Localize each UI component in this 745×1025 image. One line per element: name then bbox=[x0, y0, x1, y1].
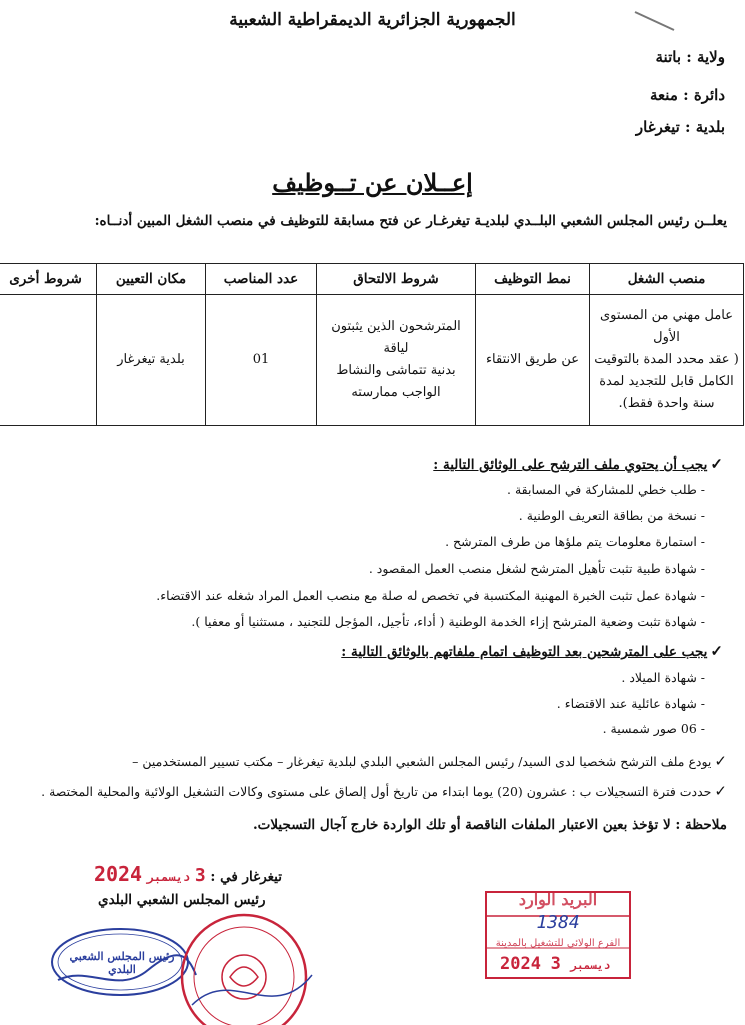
col-header-place: مكان التعيين bbox=[97, 264, 206, 295]
signature-date-year: 2024 bbox=[93, 862, 143, 886]
cell-place: بلدية تيغرغار bbox=[97, 295, 206, 426]
list-item: - شهادة عائلية عند الاقتضاء . bbox=[556, 696, 705, 711]
daira-label: دائرة : منعة bbox=[650, 86, 725, 104]
checkmark-icon: ✓ bbox=[714, 752, 727, 770]
received-date-year: 2024 bbox=[500, 954, 541, 974]
list-item: - شهادة طبية تثبت تأهيل المترشح لشغل منصب العمل المقصود . bbox=[368, 561, 705, 576]
checkmark-icon: ✓ bbox=[710, 455, 723, 473]
list-item: - استمارة معلومات يتم ملؤها من طرف المترشح . bbox=[445, 534, 705, 549]
table-row bbox=[0, 295, 744, 426]
col-header-count: عدد المناصب bbox=[206, 264, 317, 295]
received-date-day: 3 bbox=[550, 954, 561, 974]
post-line: الأول bbox=[653, 330, 680, 345]
section2-heading bbox=[341, 642, 723, 660]
note-text: ملاحظة : لا تؤخذ بعين الاعتبار الملفات الناقصة أو تلك الواردة خارج آجال التسجيلات. bbox=[252, 817, 727, 833]
signature-date-day: 3 bbox=[194, 865, 206, 886]
col-header-post: منصب الشغل bbox=[590, 264, 744, 295]
checkmark-icon: ✓ bbox=[714, 782, 727, 800]
received-stamp-agency: الفرع الولائي للتشغيل بالمدينة bbox=[495, 938, 621, 949]
deposit-text: يودع ملف الترشح شخصيا لدى السيد/ رئيس المجلس الشعبي البلدي لبلدية تيغرغار – مكتب تسيير المستخدمين – bbox=[132, 754, 712, 769]
condition-line: المترشحون الذين يثبتون لياقة bbox=[331, 319, 461, 356]
condition-line: الواجب ممارسته bbox=[351, 385, 441, 400]
period-line bbox=[41, 782, 727, 800]
announcement-title: إعــلان عن تــوظيف bbox=[272, 168, 473, 197]
cell-post bbox=[590, 295, 744, 426]
section1-heading bbox=[433, 455, 723, 473]
col-header-mode: نمط التوظيف bbox=[476, 264, 590, 295]
list-item: - شهادة تثبت وضعية المترشح إزاء الخدمة الوطنية ( أداء، تأجيل، المؤجل للتجنيد ، مستثنيا أو معفيا ). bbox=[191, 614, 705, 629]
cell-conditions bbox=[317, 295, 476, 426]
checkmark-icon: ✓ bbox=[710, 642, 723, 660]
col-header-other: شروط أخرى bbox=[0, 264, 97, 295]
blue-stamp-text: رئيس المجلس الشعبي البلدي bbox=[69, 950, 175, 976]
post-line: عامل مهني من المستوى bbox=[600, 308, 733, 323]
condition-line: بدنية تتماشى والنشاط bbox=[336, 363, 456, 378]
section2-title: يجب على المترشحين بعد التوظيف اتمام ملفاتهم بالوثائق التالية : bbox=[341, 644, 708, 660]
section1-title: يجب أن يحتوي ملف الترشح على الوثائق التالية : bbox=[433, 457, 708, 473]
cell-mode: عن طريق الانتقاء bbox=[476, 295, 590, 426]
list-item: - 06 صور شمسية . bbox=[602, 721, 705, 736]
cell-other bbox=[0, 295, 97, 426]
list-item: - شهادة الميلاد . bbox=[621, 670, 705, 685]
list-item: - شهادة عمل تثبت الخبرة المهنية المكتسبة في تخصص له صلة مع منصب العمل المراد شغله عند الاقتضاء. bbox=[156, 588, 705, 603]
list-item: - طلب خطي للمشاركة في المسابقة . bbox=[507, 482, 705, 497]
intro-paragraph: يعلــن رئيس المجلس الشعبي البلــدي لبلديـة تيغرغـار عن فتح مسابقة للتوظيف في منصب الشغل المبين أدنــاه: bbox=[94, 213, 727, 229]
post-line: الكامل قابل للتجديد لمدة bbox=[599, 374, 734, 389]
signer-title: رئيس المجلس الشعبي البلدي bbox=[98, 892, 266, 908]
republic-header: الجمهورية الجزائرية الديمقراطية الشعبية bbox=[229, 10, 516, 30]
received-stamp-date bbox=[500, 954, 630, 974]
signature-date-line bbox=[82, 862, 282, 886]
official-round-seal bbox=[172, 905, 320, 1025]
post-line: ( عقد محدد المدة بالتوقيت bbox=[594, 352, 739, 367]
signature-date-month: ديسمبر bbox=[146, 870, 191, 884]
cell-count: 01 bbox=[206, 295, 317, 426]
list-item: - نسخة من بطاقة التعريف الوطنية . bbox=[518, 508, 705, 523]
signature-place: تيغرغار في : bbox=[210, 869, 282, 885]
col-header-conditions: شروط الالتحاق bbox=[317, 264, 476, 295]
deposit-line bbox=[132, 752, 727, 770]
post-line: سنة واحدة فقط). bbox=[618, 396, 715, 411]
wilaya-label: ولاية : باتنة bbox=[655, 48, 725, 66]
received-stamp-title: البريد الوارد bbox=[518, 890, 598, 909]
received-date-month: ديسمبر bbox=[570, 959, 611, 972]
baladia-label: بلدية : تيغرغار bbox=[635, 118, 725, 136]
table-header-row bbox=[0, 264, 744, 295]
period-text: حددت فترة التسجيلات ب : عشرون (20) يوما ابتداء من تاريخ أول إلصاق على مستوى وكالات التشغيل الولائية والمحلية المختصة . bbox=[41, 784, 712, 799]
received-stamp-number: 1384 bbox=[536, 912, 580, 933]
job-table bbox=[0, 263, 744, 426]
